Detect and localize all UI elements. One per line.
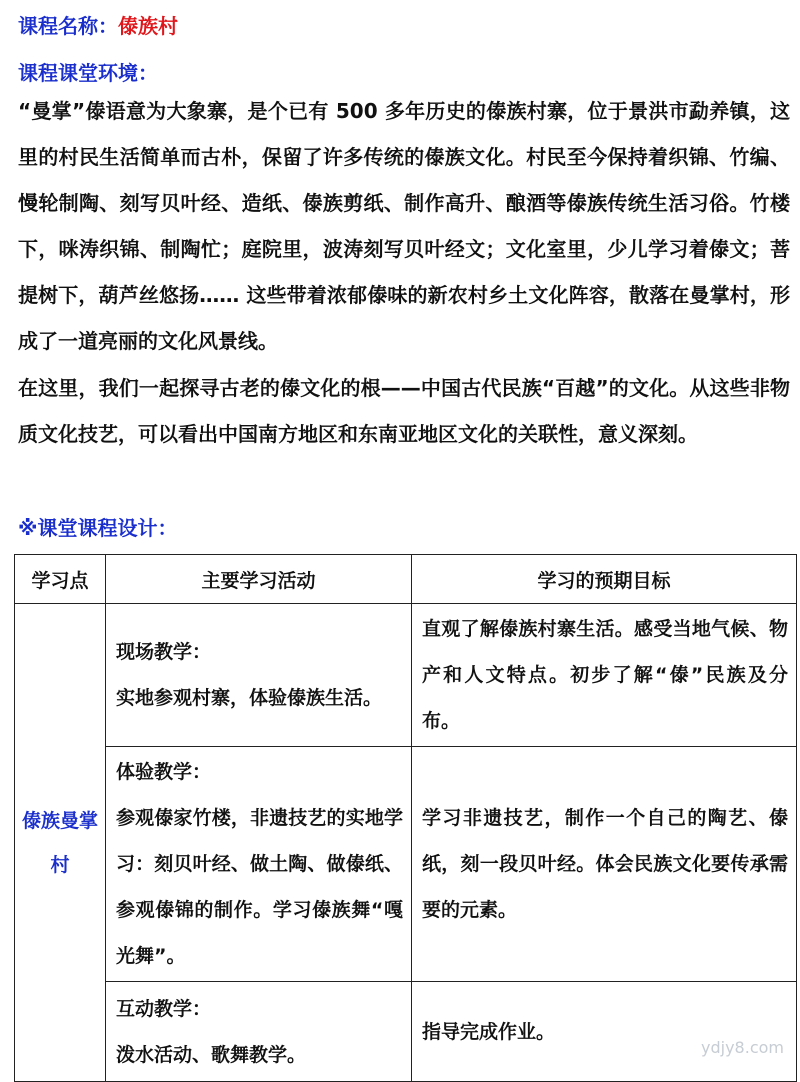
- course-name: 傣族村: [118, 14, 178, 38]
- activity-cell: [106, 604, 412, 747]
- course-label: 课程名称：: [18, 14, 118, 38]
- activity-title: 互动教学：: [116, 997, 212, 1020]
- table-row: [15, 604, 797, 747]
- goal-cell: 直观了解傣族村寨生活。感受当地气候、物产和人文特点。初步了解“傣”民族及分布。: [412, 604, 797, 747]
- header-learning-point: 学习点: [15, 555, 106, 604]
- header-main-activities: 主要学习活动: [106, 555, 412, 604]
- watermark: ydjy8.com: [701, 1038, 784, 1057]
- goal-cell: 指导完成作业。: [412, 982, 797, 1082]
- activity-title: 现场教学：: [116, 641, 212, 663]
- learning-point-cell: 傣族曼掌村: [15, 604, 106, 1082]
- environment-heading: 课程课堂环境：: [18, 61, 158, 85]
- course-design-table: [14, 554, 797, 1082]
- environment-paragraph-1: “曼掌”傣语意为大象寨，是个已有 500 多年历史的傣族村寨，位于景洪市勐养镇，这里的村民生活简单而古朴，保留了许多传统的傣族文化。村民至今保持着织锦、竹编、慢轮制陶、刻写贝叶经、造纸、傣族剪纸、制作高升、酿酒等傣族传统生活习俗。竹楼下，咪涛织锦、制陶忙；庭院里，波涛刻写贝叶经文；文化室里，少儿学习着傣文；菩提树下，葫芦丝悠扬…… 这些带着浓郁傣味的新农村乡土文化阵容，散落在曼掌村，形成了一道亮丽的文化风景线。: [18, 99, 790, 353]
- activity-body: 实地参观村寨，体验傣族生活。: [116, 687, 383, 709]
- design-heading: ※课堂课程设计：: [18, 516, 178, 540]
- activity-cell: [106, 747, 412, 982]
- activity-cell: [106, 982, 412, 1082]
- table-header-row: [15, 555, 797, 604]
- goal-cell: 学习非遗技艺，制作一个自己的陶艺、傣纸，刻一段贝叶经。体会民族文化要传承需要的元素。: [412, 747, 797, 982]
- activity-body: 参观傣家竹楼，非遗技艺的实地学习：刻贝叶经、做土陶、做傣纸、参观傣锦的制作。学习傣族舞“嘎光舞”。: [116, 807, 403, 967]
- activity-body: 泼水活动、歌舞教学。: [116, 1043, 307, 1066]
- course-title: [18, 10, 178, 39]
- table-row: [15, 982, 797, 1082]
- environment-paragraph-2: 在这里，我们一起探寻古老的傣文化的根——中国古代民族“百越”的文化。从这些非物质文化技艺，可以看出中国南方地区和东南亚地区文化的关联性，意义深刻。: [18, 376, 790, 446]
- activity-title: 体验教学：: [116, 761, 212, 783]
- header-expected-goals: 学习的预期目标: [412, 555, 797, 604]
- table-row: [15, 747, 797, 982]
